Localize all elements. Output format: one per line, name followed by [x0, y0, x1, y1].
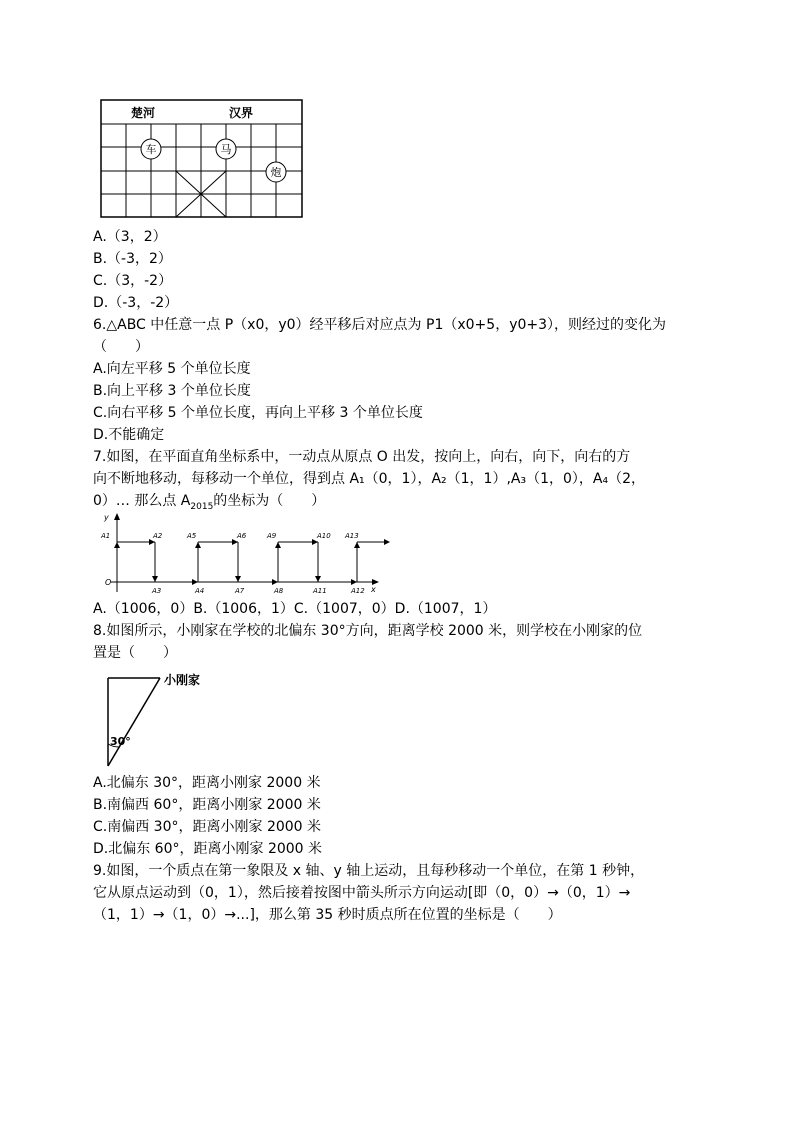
q9-stem-line1: 9.如图，一个质点在第一象限及 x 轴、y 轴上运动，且每秒移动一个单位，在第 1 秒钟，: [93, 863, 645, 879]
q7-point-label-a7: A7: [235, 587, 245, 595]
q6-option-a: A.向左平移 5 个单位长度: [93, 361, 251, 377]
q8-direction-figure: [100, 672, 240, 772]
q8-option-c: C.南偏西 30°，距离小刚家 2000 米: [93, 819, 322, 835]
chess-piece-ma: [216, 139, 236, 159]
q8-option-d: D.北偏东 60°，距离小刚家 2000 米: [93, 841, 323, 857]
q7-point-label-a10: A10: [317, 532, 331, 540]
q7-stem-post: 的坐标为（ ）: [213, 493, 326, 509]
q7-point-label-a1: A1: [101, 532, 111, 540]
q7-stem-line1: 7.如图，在平面直角坐标系中，一动点从原点 O 出发，按向上，向右，向下，向右的方: [93, 449, 631, 465]
q7-path-figure: [95, 512, 395, 598]
q7-point-label-a12: A12: [351, 587, 365, 595]
chess-piece-pao: [266, 162, 286, 182]
q8-option-a: A.北偏东 30°，距离小刚家 2000 米: [93, 775, 321, 791]
chess-piece-pao-label: 炮: [270, 166, 282, 179]
q7-point-label-a8: A8: [274, 587, 284, 595]
river-left-label: 楚河: [131, 106, 156, 120]
q8-option-b: B.南偏西 60°，距离小刚家 2000 米: [93, 797, 321, 813]
q7-y-axis-label: y: [104, 513, 109, 522]
q7-point-label-a9: A9: [267, 532, 277, 540]
q7-point-label-a4: A4: [195, 587, 205, 595]
q5-option-d: D.（-3，-2）: [93, 295, 179, 311]
q7-point-label-a5: A5: [187, 532, 197, 540]
q7-options: A.（1006，0）B.（1006，1）C.（1007，0）D.（1007，1）: [93, 601, 497, 617]
q7-point-label-a13: A13: [345, 532, 359, 540]
q7-stem-pre: 0）… 那么点 A: [93, 493, 191, 509]
q7-origin-label: O: [105, 578, 112, 587]
q7-point-label-a3: A3: [152, 587, 162, 595]
chess-piece-ma-label: 马: [220, 143, 232, 156]
q6-option-d: D.不能确定: [93, 427, 165, 443]
q8-home-label: 小刚家: [164, 673, 201, 687]
q8-stem-line1: 8.如图所示，小刚家在学校的北偏东 30°方向，距离学校 2000 米，则学校在小刚家的位: [93, 623, 643, 639]
q9-stem-line3: （1，1）→（1，0）→...]，那么第 35 秒时质点所在位置的坐标是（ ）: [93, 907, 562, 923]
q6-stem-line1: 6.△ABC 中任意一点 P（x0，y0）经平移后对应点为 P1（x0+5，y0+3），则经过的变化为: [93, 317, 667, 333]
q7-point-label-a11: A11: [313, 587, 327, 595]
chessboard-figure: [100, 99, 304, 219]
q5-option-c: C.（3，-2）: [93, 273, 173, 289]
q7-x-axis-label: x: [371, 585, 376, 594]
q8-stem-line2: 置是（ ）: [93, 645, 177, 661]
q5-option-a: A.（3，2）: [93, 229, 167, 245]
q6-option-c: C.向右平移 5 个单位长度，再向上平移 3 个单位长度: [93, 405, 423, 421]
q9-stem-line2: 它从原点运动到（0，1），然后接着按图中箭头所示方向运动[即（0，0）→（0，1）→: [93, 885, 631, 901]
chess-piece-che-label: 车: [145, 143, 157, 156]
q6-option-b: B.向上平移 3 个单位长度: [93, 383, 251, 399]
river-right-label: 汉界: [229, 106, 254, 120]
q8-angle-label: 30°: [110, 735, 131, 748]
q7-stem-line2: 向不断地移动，每移动一个单位，得到点 A₁（0，1），A₂（1，1）,A₃（1，0），A₄（2，: [93, 471, 646, 487]
q6-stem-line2: （ ）: [93, 339, 149, 355]
q7-stem-sub: 2015: [190, 501, 214, 512]
q7-point-label-a6: A6: [237, 532, 247, 540]
chess-piece-che: [141, 139, 161, 159]
q5-option-b: B.（-3，2）: [93, 251, 172, 267]
q7-point-label-a2: A2: [153, 532, 163, 540]
